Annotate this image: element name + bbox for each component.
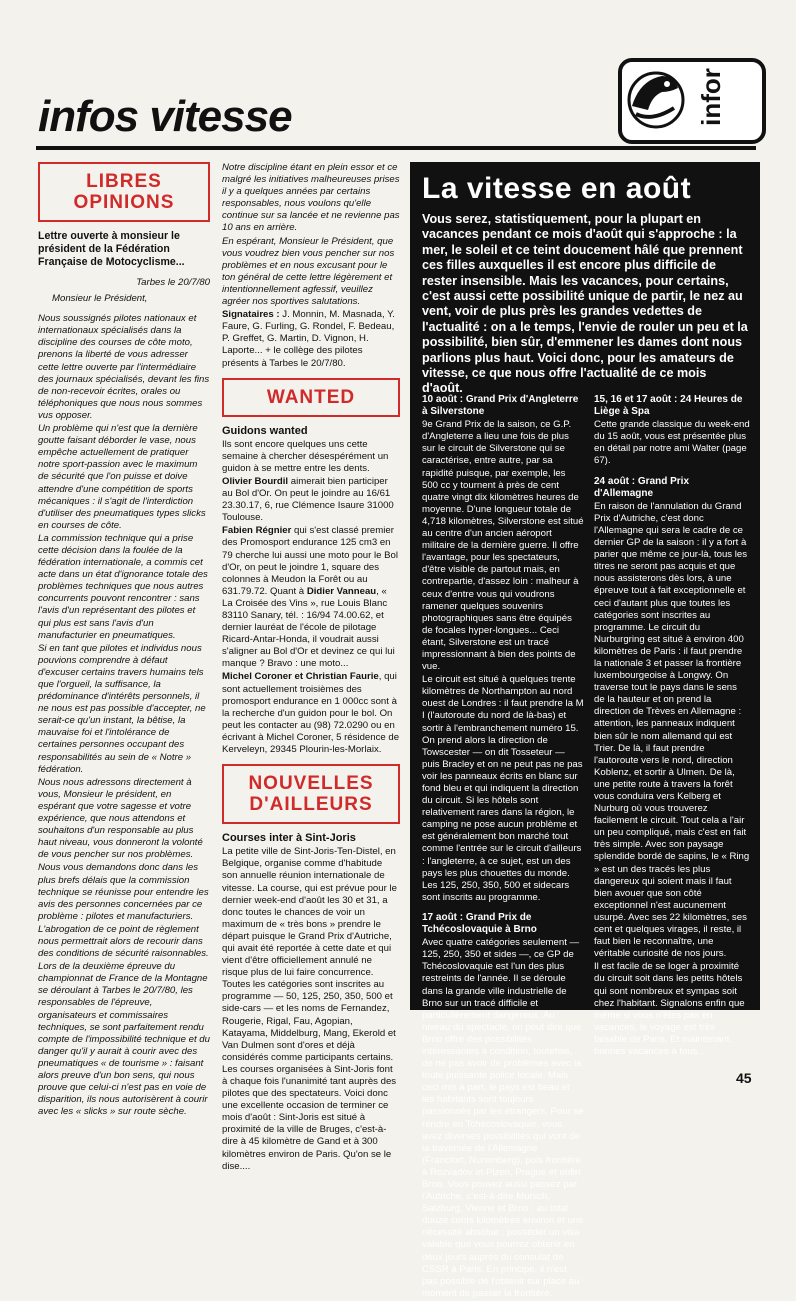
aout-paragraph: En raison de l'annulation du Grand Prix d'Autriche, c'est donc l'Allemagne qui sera le cadre de ce dernier GP de la saison : il y a fort à parier que même ce jour-là, tous les titres ne seront pas acquis et que nous assisterons dès lors, à une épreuve tout à fait exceptionnelle et ceci d'autant plus que toutes les catégories sont inscrites au programme. Le circuit du Nurburgring est situé à environ 400 kilomètres de Paris : il faut prendre la nationale 3 et passer la frontière luxembourgeoise à Longwy. On traverse tout le pays dans le sens de la hauteur et on prend la direction de Trèves en Allemagne : attention, les panneaux indiquent bien sûr le nom allemand qui est Trier. De là, il faut prendre l'autoroute vers le nord, direction Koblenz, et sortir à Ulmen. De là, une petite route à travers la forêt vous conduira vers Kelberg et Nurburg où vous trouverez facilement le circuit. Tout cela a l'air un peu compliqué, mais c'est en fait très simple. Avec son paysage splendide bordé de sapins, le « Ring » est un des tracés les plus dangereux qui soient mais il faut bien avouer que son côté exceptionnel n'est aucunement usurpé. Avec ses 22 kilomètres, ses cent et quelques virages, il reste, il faut bien le reconnaître, une véritable curiosité de nos jours. <box>594 500 750 960</box>
letter-paragraph: Nous soussignés pilotes nationaux et internationaux spécialisés dans la discipline des courses de côte moto, prenons la liberté de vous adresser cette lettre ouverte par l'intermédiaire des journaux spécialisés, devant les fins de non-recevoir écrites, orales ou téléphoniques que nous nous sommes vus opposer. <box>38 313 210 421</box>
wanted-text: , qui sont actuellement troisièmes des promosport endurance en 1 000cc sont à la recherche d'un guidon pour le bol. On peut les contacter au (98) 72.0290 ou en écrivant à Michel Coroner, 5 résidence de Kerveleyn, 29345 Plourin-les-Morlaix. <box>222 671 400 756</box>
wanted-text: aimerait bien participer au Bol d'Or. On peut le joindre au 16/61 23.30.17, 6, rue Clémence Isaure 31000 Toulouse. <box>222 475 394 524</box>
person-name: Olivier Bourdil <box>222 475 289 487</box>
aout-paragraph: 9e Grand Prix de la saison, ce G.P. d'Angleterre a lieu une fois de plus sur le circuit de Silverstone qui se caractérise, entre autre, par sa rapidité puisque, par exemple, les 500 cc y tournent à près de cent quatre vingt dix kilomètres heures de moyenne. D'une longueur totale de 4,718 kilomètres, Silverstone est situé au centre d'un ancien aéroport militaire de la dernière guerre. Il offre l'avantage, pour les spectateurs, d'être visible de partout mais, en contrepartie, d'assez loin : malheur à ceux d'entre vous qui voudrons ramener quelques souvenirs photographiques sans être équipés de focales hyper-longues... Ceci étant, Silverstone est un tracé impressionnant à bien des points de vue. <box>422 419 584 673</box>
aout-column-right <box>594 394 750 1059</box>
letter-paragraph: En espérant, Monsieur le Président, que vous voudrez bien vous pencher sur nos problèmes et en nous excusant pour le ton général de cette lettre légèrement et intentionnellement agfessif, veuillez agréer nos sportives salutations. <box>222 235 395 308</box>
aout-title: La vitesse en août <box>422 172 692 205</box>
letter-date: Tarbes le 20/7/80 <box>136 277 210 288</box>
aout-subhead: 17 août : Grand Prix de Tchécoslovaquie à Brno <box>422 911 537 936</box>
person-name: Didier Vanneau <box>306 585 377 597</box>
letter-paragraph: Nous vous demandons donc dans les plus brefs délais que la commission technique se réunisse pour entendre les avis des personnes concernées par ce problème : pilotes et manufacturiers. <box>38 862 209 922</box>
nouvelles-text: La petite ville de Sint-Joris-Ten-Distel, en Belgique, organise comme d'habitude son annuelle réunion internationale de vitesse. La course, qui est prévue pour le dernier week-end d'août les 30 et 31, a donc toutes le chances de voir un maximum de « très bons » prendre le départ puisque le Grand Prix d'Autriche, qui avait été reportée à cette date et qui vient d'être officiellement annulé ne risque plus de lui faire concurrence. Toutes les catégories sont inscrites au programme — 50, 125, 250, 350, 500 et side-cars — et les noms de Fernandez, Rougerie, Rigal, Fau, Agopian, Katayama, Middelburg, Mang, Ekerold et Van Dulmen sont d'ores et déjà considérés comme participants certains. Les courses organisées à Sint-Joris font à chaque fois l'unanimité tant auprès des pilotes que des spectateurs. Voici donc une excellente occasion de terminer ce mois d'août : Sint-Joris est situé à proximité de la ville de Bruges, c'est-à-dire à 45 kilomètre de Gand et à 300 kilomètres environ de Paris. Qu'on se le dise.... <box>222 846 397 1172</box>
letter-paragraph: La commission technique qui a prise cette décision dans la foulée de la fédération internationale, a commis cet acte dans un état d'ignorance totale des problèmes techniques que nous autres concurrents pouvont rencontrer : sans l'avis d'un représentant des pilotes et qui plus est sans l'avis d'un manufacturier en pneumatiques. <box>38 532 208 641</box>
aout-intro: Vous serez, statistiquement, pour la plupart en vacances pendant ce mois d'août qui s'approche : la mer, le soleil et ce teint doucement hâlé que prennent ces filles auxquelles il est encore plus difficile de rester insensible. Mais les vacances, pour certains, c'est aussi cette possibilité unique de partir, le nez au vent, voir de plus près les grandes vedettes de l'actualité : on a le temps, l'envie de rouler un peu et la possibilité, bien sûr, d'emmener les dames dont nous parlions plus haut. Voici donc, pour les amateurs de vitesse, ce que nous offre l'actualité de ce mois d'août. <box>422 212 748 396</box>
signatures <box>222 309 400 369</box>
page-number: 45 <box>736 1070 752 1086</box>
libres-opinions-heading: LIBRES OPINIONS <box>38 162 210 222</box>
person-name: Fabien Régnier <box>222 525 292 537</box>
letter-paragraph: Si en tant que pilotes et individus nous pouvions comprendre à défaut d'excuser certains travers humains tels que l'orgueil, la suffisance, la prédominance d'intérêts personnels, il ne nous est pas possible d'accepter, ne serait-ce qu'un instant, la bêtise, la mauvaise foi et l'intolérance de certaines personnes occupant des responsabilités au sein de « Notre » fédération. <box>38 642 206 775</box>
wanted-heading: WANTED <box>222 378 400 417</box>
signatures-label: Signataires : <box>222 309 280 321</box>
letter-intro: Lettre ouverte à monsieur le président de la Fédération Française de Motocyclisme... <box>38 230 185 268</box>
top-rule <box>36 146 756 150</box>
letter-salutation: Monsieur le Président, <box>52 293 148 305</box>
aout-paragraph: Cette grande classique du week-end du 15 août, vous est présentée plus en détail par notre ami Walter (page 67). <box>594 419 750 467</box>
aout-paragraph: Il est facile de se loger à proximité du circuit soit dans les petits hôtels qui sont nombreux et sympas soit chez l'habitant. Signalons enfin que même si vous n'êtes pas en vacances, le voyage est très faisable de Paris. Et maintenant, bonnes vacances à tous... <box>594 961 745 1057</box>
wanted-paragraph <box>222 476 400 524</box>
aout-subhead: 24 août : Grand Prix d'Allemagne <box>594 475 690 499</box>
letter-paragraph: Notre discipline étant en plein essor et ce malgré les initiatives malheureuses prises il y a quelques années par certains responsables, nous voulons qu'elle continue sur sa lancée et ne revienne pas 10 ans en arrière. <box>222 162 400 234</box>
signatures-text: J. Monnin, M. Masnada, Y. Faure, G. Furling, G. Rondel, F. Bedeau, P. Greffet, G. Martin, D. Vignon, H. Laporte... + le collège des pilotes présents à Tarbes le 20/7/80. <box>222 309 395 369</box>
letter-paragraph: Lors de la deuxième épreuve du championnat de France de la Montagne se déroulant à Tarbes le 20/7/80, les responsables de l'épreuve, organisateurs et commissaires techniques, se sont parfaitement rendu compte de l'impossibilité technique et du danger qu'il y aurait à courir avec des pneumatiques « de tourisme » : faisant alors preuve d'un bon sens, qui nous prouve que celui-ci n'est pas en voie de disparition, ils nous autorisèrent à courir avec les « slicks » sur route sèche. <box>38 961 210 1118</box>
letter-paragraph: Nous nous adressons directement à vous, Monsieur le président, en espérant que votre sagesse et votre expérience, que nous attendons et souhaitons d'un responsable au plus haut niveau, vous donneront la volonté de vous pencher sur nos problèmes. <box>38 776 203 861</box>
aout-subhead: 10 août : Grand Prix d'Angleterre à Silverstone <box>422 394 579 418</box>
nouvelles-subhead: Courses inter à Sint-Joris <box>222 832 356 845</box>
libres-opinions-column <box>38 162 210 1119</box>
wanted-paragraph <box>222 525 400 670</box>
infor-logo <box>618 58 766 144</box>
middle-column <box>222 162 400 1174</box>
wanted-paragraph: Ils sont encore quelques uns cette semaine à chercher désespérément un guidon à se mettre entre les dents. <box>222 438 389 474</box>
letter-paragraph: L'abrogation de ce point de règlement nous permettrait alors de recourir dans des conditions de sécurité raisonnables. <box>38 923 209 960</box>
page-title: infos vitesse <box>38 92 292 141</box>
wanted-text: , « La Croisée des Vins », rue Louis Blanc 83110 Sanary, tél. : 16/94 74.00.62, et dernier lauréat de l'école de pilotage Ricard-Antar-Honda, il voudrait aussi s'aligner au Bol d'Or et devinez ce qui lui manque ? Bravo : une moto... <box>222 585 395 670</box>
aout-subhead: 15, 16 et 17 août : 24 Heures de Liège à Spa <box>594 394 743 418</box>
wanted-paragraph <box>222 671 400 756</box>
wanted-text: qui s'est classé premier des Promosport endurance 125 cm3 en 79 cherche lui aussi une moto pour le Bol d'Or, on peut le joindre 1, square des colonnes à Meudon la Forêt ou au 631.79.72. Quant à <box>222 525 398 597</box>
aout-paragraph: Le circuit est situé à quelques trente kilomètres de Northampton au nord ouest de Londres : il faut prendre la M I (l'autoroute du nord de là-bas) et sortir à l'embranchement numéro 15. On prend alors la direction de Towscester — on dit Tosseteur — puis Bracley et on ne peut pas ne pas voir les panneaux écrits en blanc sur fond bleu et qui indiquent la direction du circuit. Si les hôtels sont relativement rares dans la région, le camping ne pose aucun problème et est généralement bon marché tout comme l'entrée sur le circuit d'ailleurs : l'angleterre, à ce sujet, est un des pays les plus chouettes du monde. Les 125, 250, 350, 500 et sidecars sont inscrits au programme. <box>422 674 584 903</box>
aout-paragraph: Avec quatre catégories seulement — 125, 250, 350 et sides —, ce GP de Tchécoslovaquie est l'un des plus restreints de l'année. Il se déroule dans la grande ville industrielle de Brno sur un tracé difficile et particulièrement dangereux. Au niveau du spectacle, on peut dire que Brno offre des possibilités intéressantes à condition, toutefois, de ne pas avoir de problèmes avec la toute puissante police locale. Mais ceci mis à part, le pays est beau et les habitants sont toujours passionnés par les étrangers. Pour se rendre en Tchécoslovaquie, vous avez diverses possibilités qui vont de la traversée de l'Allemagne (Francfort, Nuremberg), puis frontière à Rozvadov et Pizen, Prague et enfin Brno. Vous pouvez aussi passez par l'Autriche, c'est-à-dire Munich, Salzburg, Vienne et Brno : au total douze cents kilomètres environ et une nécessité absolue : posséder un visa valable que vous pourrez obtenir en deux jours auprès du consulat de CSSR à Paris. En principe, il n'est pas possible de l'obtenir sur place au moment de passer la frontière. <box>422 937 584 1299</box>
aout-column-left <box>422 394 584 1301</box>
nouvelles-heading: NOUVELLES D'AILLEURS <box>222 764 400 824</box>
person-name: Michel Coroner et Christian Faurie <box>222 671 379 683</box>
logo-text: infor <box>696 68 726 126</box>
wanted-subhead: Guidons wanted <box>222 424 308 437</box>
motorcycle-racer-icon <box>622 62 754 132</box>
letter-paragraph: Un problème qui n'est que la dernière goutte faisant déborder le vase, nous empêche actuellement de pratiquer notre sport-passion avec le maximum de sécurité que l'on puisse et doive attendre d'une compétition de sports mécaniques : il s'agit de l'interdiction d'utiliser des pneumatiques types slicks en courses de côte. <box>38 423 206 531</box>
